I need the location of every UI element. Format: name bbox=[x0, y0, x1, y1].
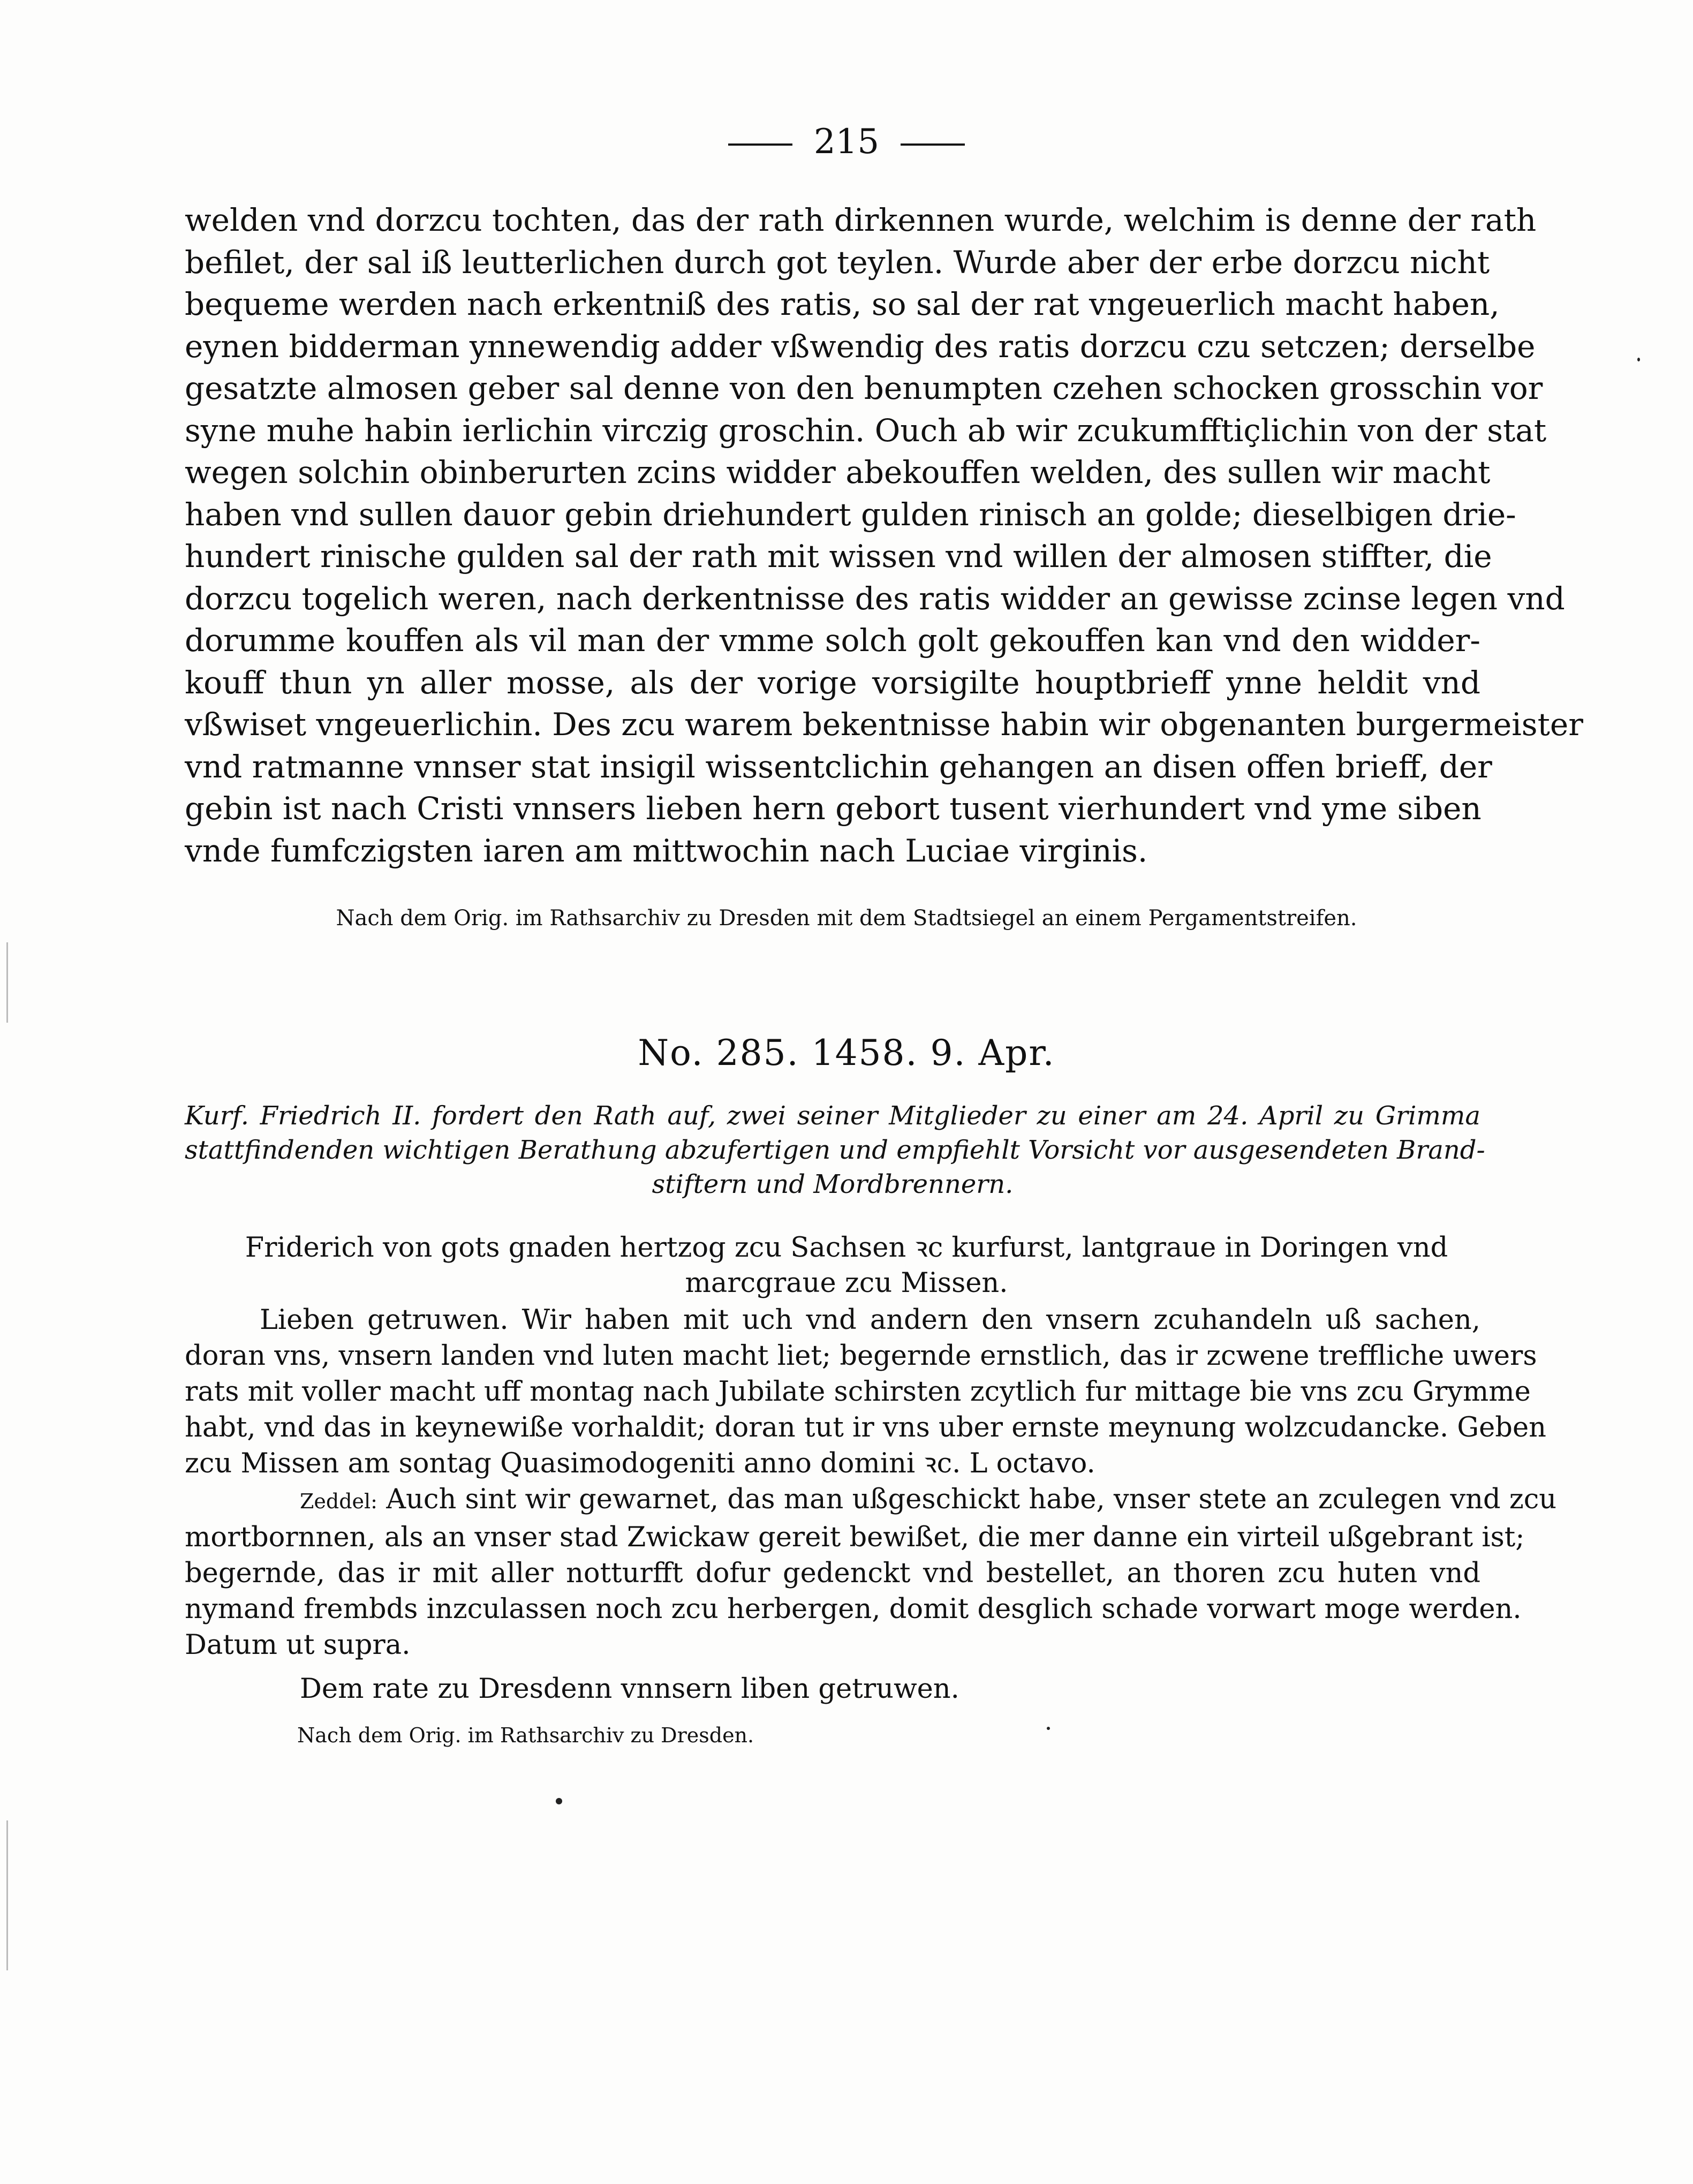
summary-line: Kurf. Friedrich II. fordert den Rath auf, zwei seiner Mitglieder zu einer am 24. April zu Grimma bbox=[185, 1101, 1480, 1131]
scan-speck bbox=[1637, 358, 1640, 361]
letter-line: rats mit voller macht uff montag nach Jubilate schirsten zcytlich fur mittage bie vns zcu Grymme bbox=[185, 1376, 1531, 1408]
scan-speck bbox=[556, 1798, 562, 1804]
salutation-line: marcgraue zcu Missen. bbox=[685, 1267, 1008, 1299]
summary-line: stiftern und Mordbrennern. bbox=[652, 1169, 1014, 1199]
letter-line: zcu Missen am sontag Quasimodogeniti anno domini ꝛc. L octavo. bbox=[185, 1448, 1095, 1479]
page-header bbox=[0, 120, 1693, 163]
source-note: Nach dem Orig. im Rathsarchiv zu Dresden. bbox=[297, 1724, 754, 1747]
scan-speck bbox=[1047, 1727, 1050, 1730]
zeddel-line: nymand frembds inzculassen noch zcu herbergen, domit desglich schade vorwart moge werden. bbox=[185, 1593, 1522, 1625]
text-line: bequeme werden nach erkentniß des ratis, so sal der rat vngeuerlich macht haben, bbox=[185, 286, 1500, 322]
salutation bbox=[0, 1230, 1693, 1301]
page-number: 215 bbox=[813, 122, 880, 162]
text-line: haben vnd sullen dauor gebin driehundert gulden rinisch an golde; dieselbigen drie- bbox=[185, 496, 1516, 533]
scan-edge-mark bbox=[6, 1820, 8, 1970]
text-line: vßwiset vngeuerlichin. Des zcu warem bekentnisse habin wir obgenanten burgermeister bbox=[185, 706, 1583, 743]
text-line: welden vnd dorzcu tochten, das der rath dirkennen wurde, welchim is denne der rath bbox=[185, 202, 1537, 238]
text-line: wegen solchin obinberurten zcins widder abekouffen welden, des sullen wir macht bbox=[185, 454, 1491, 490]
scan-edge-mark bbox=[6, 942, 8, 1023]
text-line: gebin ist nach Cristi vnnsers lieben hern gebort tusent vierhundert vnd yme siben bbox=[185, 790, 1482, 827]
zeddel-label: Zeddel: bbox=[300, 1490, 377, 1513]
text-line: syne muhe habin ierlichin virczig groschin. Ouch ab wir zcukumfftiçlichin von der stat bbox=[185, 412, 1547, 449]
text-line: vnde fumfczigsten iaren am mittwochin nach Luciae virginis. bbox=[185, 832, 1148, 869]
header-rule-right bbox=[901, 143, 965, 146]
letter-text bbox=[185, 1302, 1557, 1663]
letter-line: Lieben getruwen. Wir haben mit uch vnd andern den vnsern zcuhandeln uß sachen, bbox=[260, 1304, 1480, 1336]
text-line: dorzcu togelich weren, nach derkentnisse des ratis widder an gewisse zcinse legen vnd bbox=[185, 580, 1565, 617]
letter-line: habt, vnd das in keynewiße vorhaldit; doran tut ir vns uber ernste meynung wolzcudancke. Geben bbox=[185, 1412, 1546, 1444]
zeddel-line: begernde, das ir mit aller notturfft dofur gedenckt vnd bestellet, an thoren zcu huten vnd bbox=[185, 1558, 1480, 1589]
text-line: gesatzte almosen geber sal denne von den benumpten czehen schocken grosschin vor bbox=[185, 370, 1543, 406]
summary-line: stattfindenden wichtigen Berathung abzufertigen und empfiehlt Vorsicht vor ausgesendeten Brand- bbox=[185, 1135, 1485, 1165]
header-rule-left bbox=[728, 143, 792, 146]
document-summary bbox=[185, 1099, 1485, 1201]
zeddel-line bbox=[185, 1482, 1557, 1520]
text-line: eynen bidderman ynnewendig adder vßwendig des ratis dorzcu czu setczen; derselbe bbox=[185, 328, 1536, 365]
address-line: Dem rate zu Dresdenn vnnsern liben getruwen. bbox=[300, 1673, 959, 1705]
text-line: befilet, der sal iß leutterlichen durch got teylen. Wurde aber der erbe dorzcu nicht bbox=[185, 244, 1490, 281]
zeddel-text: Auch sint wir gewarnet, das man ußgeschickt habe, vnser stete an zculegen vnd zcu bbox=[386, 1484, 1557, 1515]
text-line: vnd ratmanne vnnser stat insigil wissentclichin gehangen an disen offen brieff, der bbox=[185, 748, 1492, 785]
text-line: dorumme kouffen als vil man der vmme solch golt gekouffen kan vnd den widder- bbox=[185, 622, 1480, 659]
letter-line: doran vns, vnsern landen vnd luten macht liet; begernde ernstlich, das ir zcwene treffliche uwers bbox=[185, 1340, 1537, 1372]
continued-charter-text bbox=[185, 199, 1583, 872]
text-line: kouff thun yn aller mosse, als der vorige vorsigilte houptbrieff ynne heldit vnd bbox=[185, 664, 1480, 701]
source-note: Nach dem Orig. im Rathsarchiv zu Dresden mit dem Stadtsiegel an einem Pergamentstreifen. bbox=[336, 906, 1357, 931]
salutation-line: Friderich von gots gnaden hertzog zcu Sachsen ꝛc kurfurst, lantgraue in Doringen vnd bbox=[245, 1232, 1448, 1264]
zeddel-line: Datum ut supra. bbox=[185, 1629, 411, 1661]
text-line: hundert rinische gulden sal der rath mit wissen vnd willen der almosen stiffter, die bbox=[185, 538, 1492, 575]
document-heading: No. 285. 1458. 9. Apr. bbox=[638, 1032, 1055, 1074]
zeddel-line: mortbornnen, als an vnser stad Zwickaw gereit bewißet, die mer danne ein virteil ußgebrant ist; bbox=[185, 1522, 1525, 1553]
